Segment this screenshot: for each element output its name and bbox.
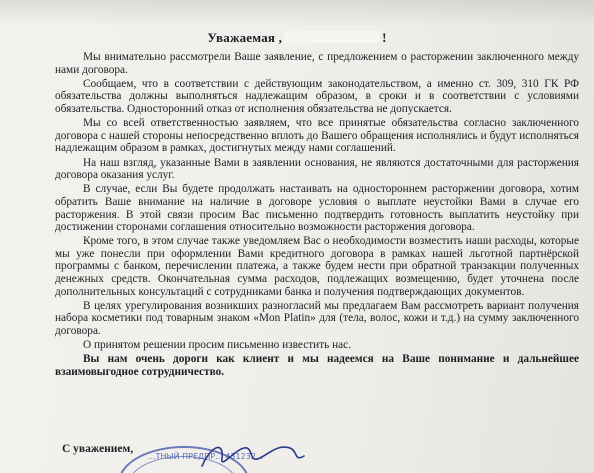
paragraph: В случае, если Вы будете продолжать настаивать на одностороннем расторжении договора, хотим обратить Ваше внимание на наличие в договоре условия о выплате неустойки Вами в случае его расторжения. В этой связи просим Вас письменно подтвердить готовность выплатить неустойку при достижении сторонами соглашения относительно возможности расторжения договора.: [55, 183, 579, 234]
paragraph: Сообщаем, что в соответствии с действующим законодательством, а именно ст. 309, 310 ГК РФ обязательства должны выполняться надлежащим образом, в сроки и в соответствии с условиями обязательства. Односторонний отказ от исполнения обязательства не допускается.: [55, 77, 579, 115]
closing-paragraph: Вы нам очень дороги как клиент и мы надеемся на Ваше понимание и дальнейшее взаимовыгодное сотрудничество.: [55, 353, 579, 378]
paragraph: О принятом решении просим письменно известить нас.: [83, 339, 352, 352]
greeting-end: !: [382, 30, 387, 45]
letter-body: [55, 51, 579, 380]
greeting-text: Уважаемая ,: [207, 30, 283, 45]
greeting-line: [0, 30, 594, 46]
signature-icon: [198, 436, 308, 473]
paragraph: Мы внимательно рассмотрели Ваше заявление, с предложением о расторжении заключенного между нами договора.: [55, 51, 579, 76]
signoff: С уважением,: [62, 443, 134, 455]
stamp-text: ...ТНЫЙ ПРЕДПР... 431232...: [148, 452, 264, 461]
paragraph: В целях урегулирования возникших разногласий мы предлагаем Вам рассмотреть вариант получения набора косметики под товарным знаком «Mon Platin» для (тела, волос, кожи и т.д.) на сумму заключенного договора.: [55, 299, 579, 338]
redacted-name: [284, 31, 380, 43]
paragraph: Мы со всей ответственностью заявляем, что все принятые обязательства согласно заключенного договора с нашей стороны непосредственно вплоть до Вашего обращения исполнялись и будут исполняться надлежащим образом в рамках, достигнутых между нами соглашений.: [55, 117, 579, 155]
paragraph: На наш взгляд, указанные Вами в заявлении основания, не являются достаточными для расторжения договора оказания услуг.: [55, 156, 579, 182]
paragraph: Кроме того, в этом случае также уведомляем Вас о необходимости возместить наши расходы, которые мы уже понесли при оформлении Вами кредитного договора в рамках нашей льготной партнёрской программы с банком, перечислении платежа, а также будем нести при обратной транзакции полученных денежных средств. Окончательная сумма расходов, подлежащих возмещению, будет уточнена после дополнительных консультаций с сотрудниками банка и получения подтверждающих документов.: [55, 235, 579, 298]
paper-shadow: [0, 0, 594, 26]
